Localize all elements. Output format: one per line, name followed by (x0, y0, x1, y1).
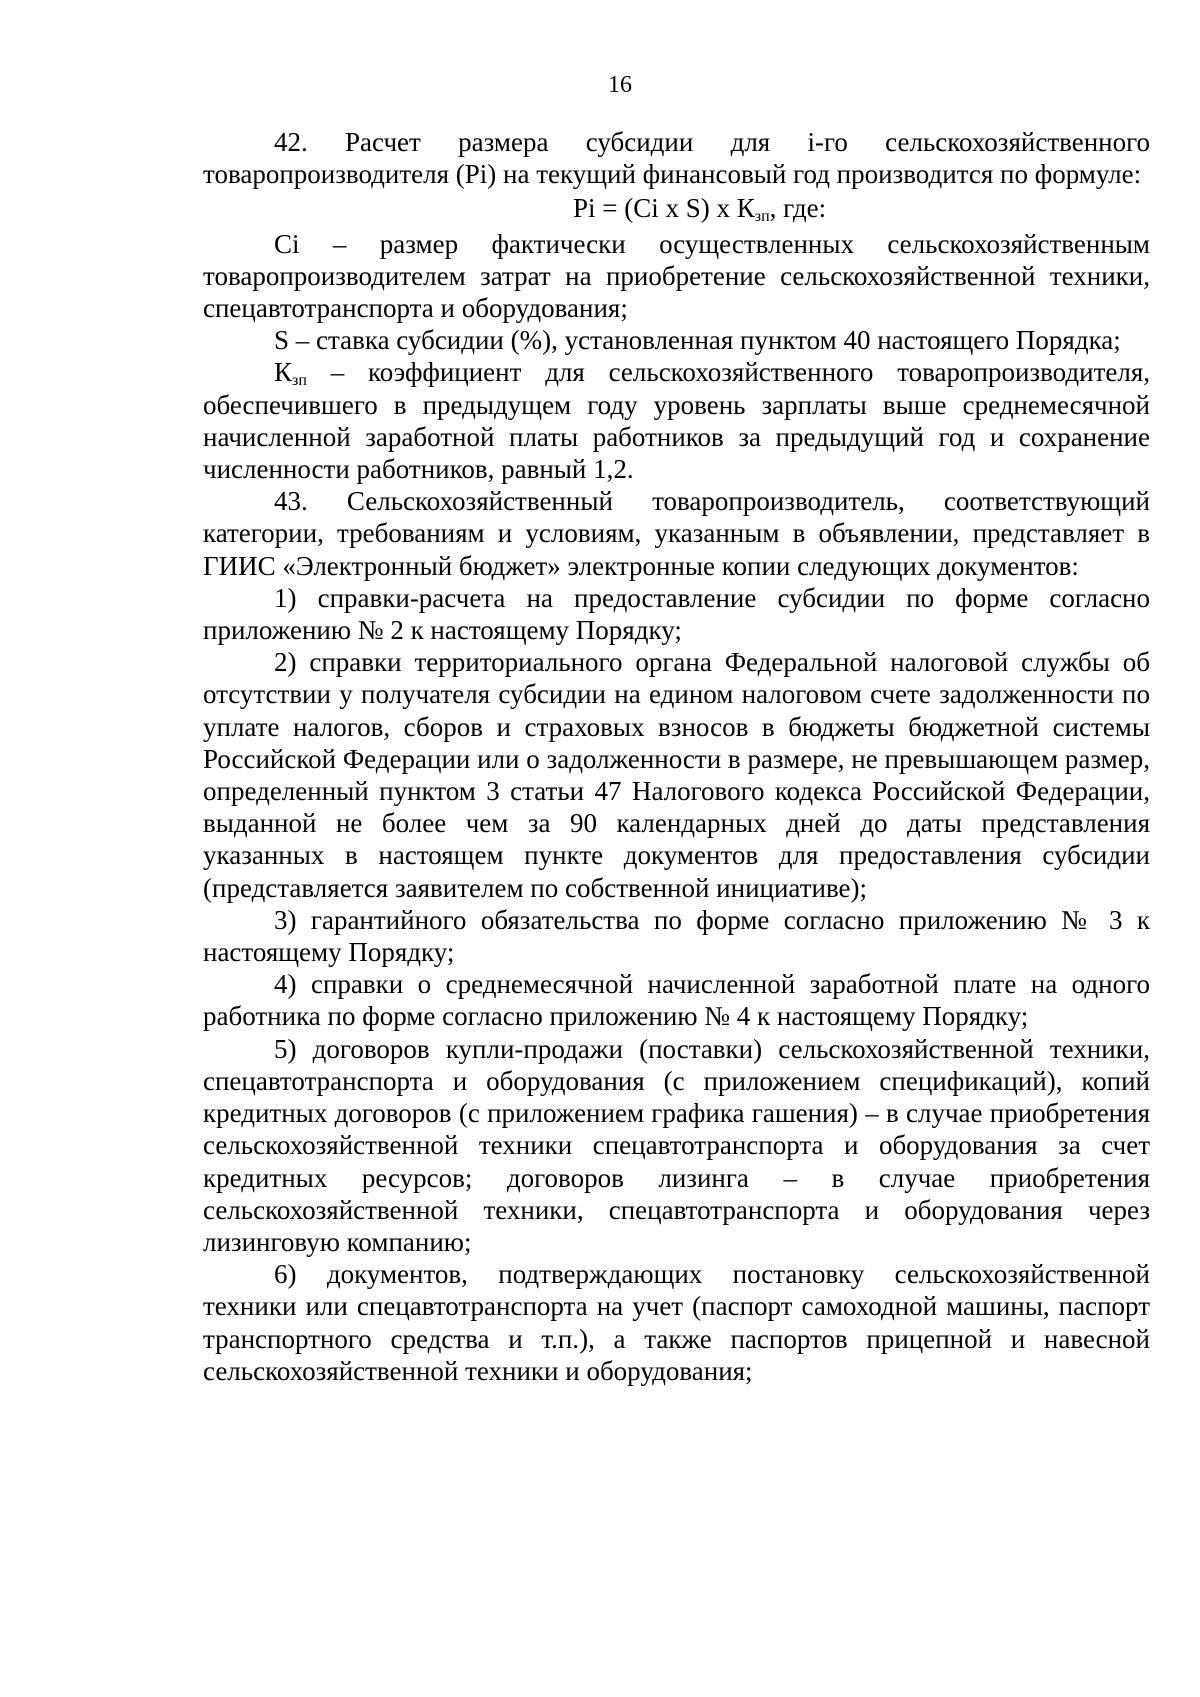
formula-subscript: зп (754, 208, 770, 226)
list-item-2: 2) справки территориального органа Федеральной налоговой службы об отсутствии у получателя субсидии на едином налоговом счете задолженности по уплате налогов, сборов и страховых взносов в бюджеты бюджетной системы Российской Федерации или о задолженности в размере, не превышающем размер, определенный пунктом 3 статьи 47 Налогового кодекса Российской Федерации, выданной не более чем за 90 календарных дней до даты представления указанных в настоящем пункте документов для предоставления субсидии (представляется заявителем по собственной инициативе); (203, 647, 1150, 903)
kzp-text: – коэффициент для сельскохозяйственного товаропроизводителя, обеспечившего в предыдущем году уровень зарплаты выше среднемесячной начисленной заработной платы работников за предыдущий год и сохранение численности работников, равный 1,2. (203, 357, 1150, 485)
formula-main: Pi = (Ci x S) x К (573, 193, 755, 224)
kzp-subscript: зп (292, 372, 307, 390)
list-item-1: 1) справки-расчета на предоставление субсидии по форме согласно приложению № 2 к настоящему Порядку; (203, 582, 1150, 646)
list-item-4: 4) справки о среднемесячной начисленной заработной плате на одного работника по форме согласно приложению № 4 к настоящему Порядку; (203, 969, 1150, 1032)
paragraph-kzp-definition (203, 356, 1150, 485)
list-item-6: 6) документов, подтверждающих постановку сельскохозяйственной техники или спецавтотранспорта на учет (паспорт самоходной машины, паспорт транспортного средства и т.п.), а также паспортов прицепной и навесной сельскохозяйственной техники и оборудования; (203, 1259, 1150, 1386)
paragraph-s-definition: S – ставка субсидии (%), установленная пунктом 40 настоящего Порядка; (274, 325, 1121, 356)
formula-line (203, 192, 1150, 224)
document-body (203, 126, 1150, 1387)
page-number: 16 (608, 72, 632, 98)
paragraph-42: 42. Расчет размера субсидии для i-го сельскохозяйственного товаропроизводителя (Pi) на текущий финансовый год производится по формуле: (203, 127, 1150, 190)
list-item-5: 5) договоров купли-продажи (поставки) сельскохозяйственной техники, спецавтотранспорта и оборудования (с приложением спецификаций), копий кредитных договоров (с приложением графика гашения) – в случае приобретения сельскохозяйственной техники спецавтотранспорта и оборудования за счет кредитных ресурсов; договоров лизинга – в случае приобретения сельскохозяйственной техники, спецавтотранспорта и оборудования через лизинговую компанию; (203, 1033, 1150, 1257)
formula-tail: , где: (769, 193, 827, 224)
paragraph-ci-definition: Ci – размер фактически осуществленных сельскохозяйственным товаропроизводителем затрат на приобретение сельскохозяйственной техники, спецавтотранспорта и оборудования; (203, 228, 1150, 324)
kzp-symbol: К (274, 357, 293, 388)
list-item-3: 3) гарантийного обязательства по форме согласно приложению № 3 к настоящему Порядку; (203, 904, 1150, 968)
paragraph-43: 43. Сельскохозяйственный товаропроизводитель, соответствующий категории, требованиям и условиям, указанным в объявлении, представляет в ГИИС «Электронный бюджет» электронные копии следующих документов: (203, 486, 1150, 581)
